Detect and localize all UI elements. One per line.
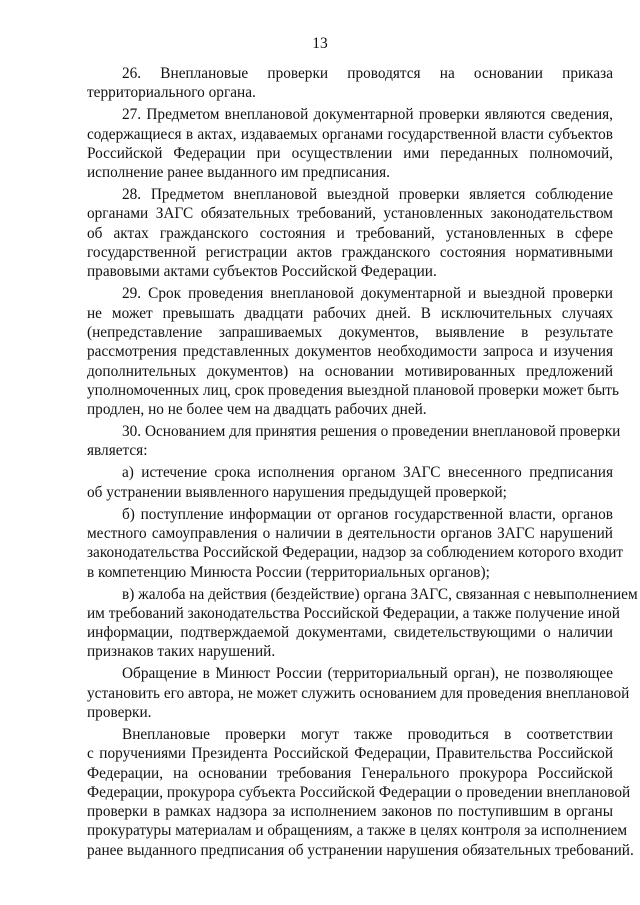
text-line: признаков таких нарушений. bbox=[87, 643, 276, 661]
text-line: а) истечение срока исполнения органом ЗАГС внесенного предписания bbox=[122, 464, 613, 482]
text-line: рассмотрения представленных документов необходимости запроса и изучения bbox=[87, 343, 613, 361]
paragraph bbox=[87, 664, 630, 722]
document-body bbox=[87, 64, 638, 860]
text-line: 30. Основанием для принятия решения о проведении внеплановой проверки bbox=[122, 423, 621, 441]
text-line: 28. Предметом внеплановой выездной проверки является соблюдение bbox=[122, 186, 613, 204]
text-line: ранее выданного предписания об устранении нарушения обязательных требований. bbox=[87, 841, 634, 859]
paragraph bbox=[87, 585, 638, 662]
text-line: об актах гражданского состояния и требований, установленных в сфере bbox=[87, 224, 613, 242]
text-line: продлен, но не более чем на двадцать рабочих дней. bbox=[87, 401, 427, 419]
text-line: содержащиеся в актах, издаваемых органами государственной власти субъектов bbox=[87, 125, 613, 143]
page-number: 13 bbox=[312, 35, 328, 52]
text-line: им требований законодательства Российской Федерации, а также получение иной bbox=[87, 604, 620, 622]
text-line: территориального органа. bbox=[87, 84, 256, 102]
text-line: Федерации, на основании требования Генерального прокурора Российской bbox=[87, 764, 613, 782]
paragraph bbox=[87, 284, 619, 419]
text-line: уполномоченных лиц, срок проведения выездной плановой проверки может быть bbox=[87, 381, 619, 399]
text-line: 27. Предметом внеплановой документарной проверки являются сведения, bbox=[122, 106, 613, 124]
text-line: органами ЗАГС обязательных требований, установленных законодательством bbox=[87, 205, 613, 223]
text-line: (непредставление запрашиваемых документов, выявление в результате bbox=[87, 323, 613, 341]
text-line: с поручениями Президента Российской Федерации, Правительства Российской bbox=[87, 745, 613, 763]
paragraph bbox=[87, 185, 613, 281]
text-line: об устранении выявленного нарушения предыдущей проверкой; bbox=[87, 483, 507, 501]
paragraph bbox=[87, 463, 613, 502]
text-line: 26. Внеплановые проверки проводятся на основании приказа bbox=[122, 65, 613, 82]
text-line: Российской Федерации при осуществлении ими переданных полномочий, bbox=[87, 144, 613, 162]
text-line: Обращение в Минюст России (территориальный орган), не позволяющее bbox=[122, 665, 613, 683]
text-line: правовыми актами субъектов Российской Федерации. bbox=[87, 263, 437, 281]
paragraph bbox=[87, 725, 634, 860]
paragraph bbox=[87, 64, 613, 103]
paragraph bbox=[87, 422, 621, 461]
text-line: информации, подтверждаемой документами, свидетельствующими о наличии bbox=[87, 624, 613, 642]
text-line: установить его автора, не может служить основанием для проведения внеплановой bbox=[87, 684, 630, 702]
text-line: государственной регистрации актов гражданского состояния нормативными bbox=[87, 244, 613, 262]
text-line: исполнение ранее выданного им предписания. bbox=[87, 164, 390, 182]
text-line: в) жалоба на действия (бездействие) органа ЗАГС, связанная с невыполнением bbox=[122, 585, 638, 603]
text-line: Федерации, прокурора субъекта Российской Федерации о проведении внеплановой bbox=[87, 783, 631, 801]
text-line: в компетенцию Минюста России (территориальных органов); bbox=[87, 563, 490, 581]
text-line: проверки. bbox=[87, 704, 152, 721]
text-line: местного самоуправления о наличии в деятельности органов ЗАГС нарушений bbox=[87, 524, 613, 542]
text-line: законодательства Российской Федерации, надзор за соблюдением которого входит bbox=[87, 544, 624, 562]
paragraph bbox=[87, 505, 624, 582]
text-line: дополнительных документов) на основании мотивированных предложений bbox=[87, 362, 613, 380]
text-line: проверки в рамках надзора за исполнением законов по поступившим в органы bbox=[87, 803, 613, 821]
paragraph bbox=[87, 105, 613, 182]
text-line: не может превышать двадцати рабочих дней. В исключительных случаях bbox=[87, 304, 613, 322]
text-line: прокуратуры материалам и обращениям, а также в целях контроля за исполнением bbox=[87, 822, 628, 840]
text-line: является: bbox=[87, 442, 148, 460]
text-line: б) поступление информации от органов государственной власти, органов bbox=[122, 505, 613, 523]
text-line: 29. Срок проведения внеплановой документарной и выездной проверки bbox=[122, 285, 613, 303]
text-line: Внеплановые проверки могут также проводиться в соответствии bbox=[122, 725, 613, 743]
